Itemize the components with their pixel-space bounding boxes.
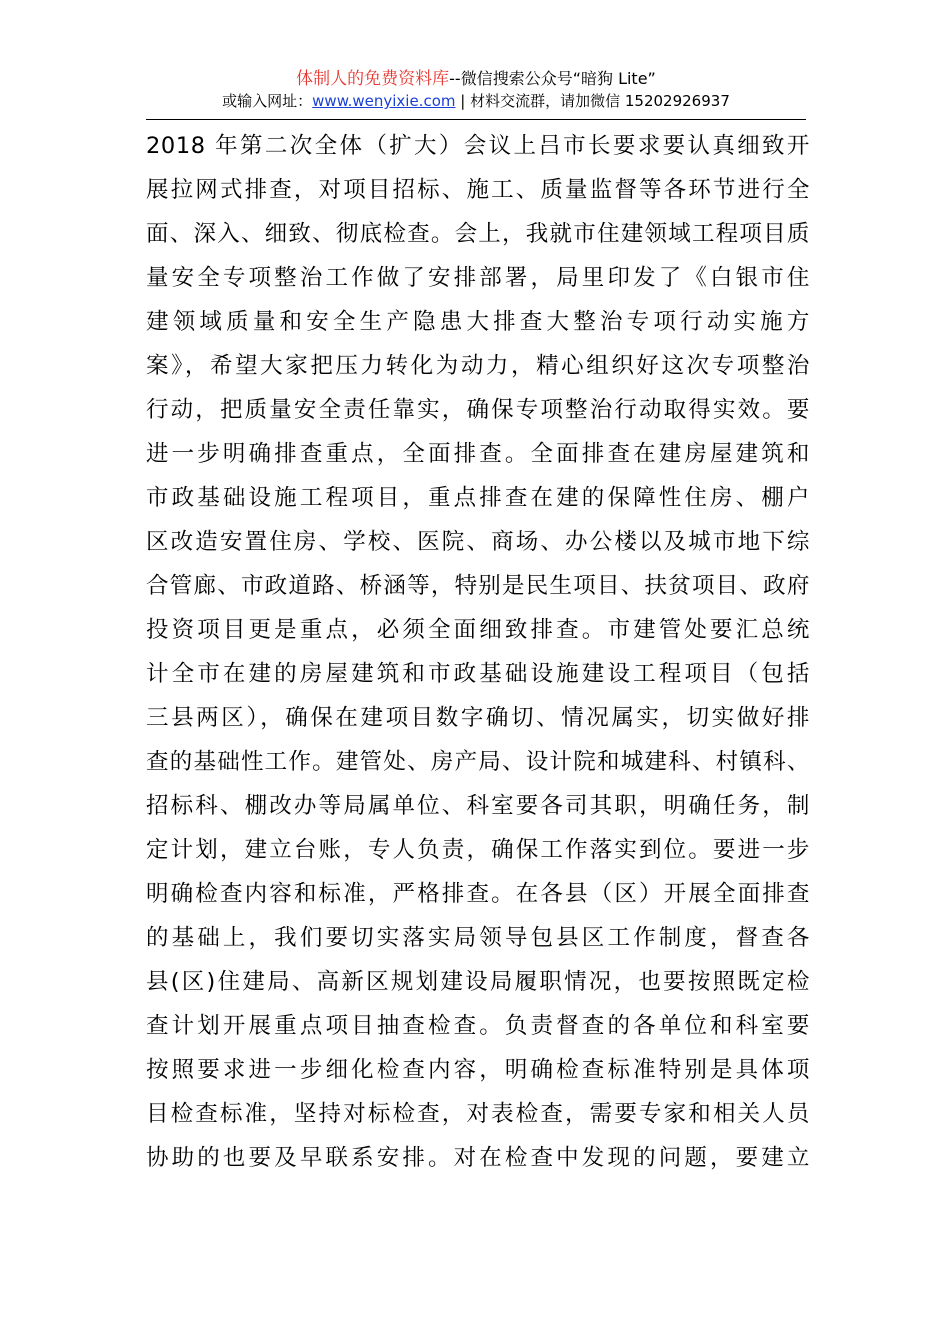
body-line: 市政基础设施工程项目，重点排查在建的保障性住房、棚户	[146, 485, 810, 511]
body-line: 计全市在建的房屋建筑和市政基础设施建设工程项目（包括	[146, 661, 810, 687]
body-line: 的基础上，我们要切实落实局领导包县区工作制度，督查各	[146, 925, 810, 951]
header-contact-line	[146, 90, 806, 112]
body-line: 定计划，建立台账，专人负责，确保工作落实到位。要进一步	[146, 837, 810, 863]
body-line: 2018 年第二次全体（扩大）会议上吕市长要求要认真细致开	[146, 133, 810, 159]
body-line: 投资项目更是重点，必须全面细致排查。市建管处要汇总统	[146, 617, 810, 643]
header-divider	[146, 119, 806, 120]
body-line: 面、深入、细致、彻底检查。会上，我就市住建领域工程项目质	[146, 221, 810, 247]
body-line: 县(区)住建局、高新区规划建设局履职情况，也要按照既定检	[146, 969, 810, 995]
header-title-line	[146, 68, 806, 90]
header-separator: |	[460, 92, 466, 110]
body-line: 量安全专项整治工作做了安排部署，局里印发了《白银市住	[146, 265, 810, 291]
body-line: 查的基础性工作。建管处、房产局、设计院和城建科、村镇科、	[146, 749, 810, 775]
body-line: 协助的也要及早联系安排。对在检查中发现的问题，要建立	[146, 1145, 810, 1171]
contact-info: 材料交流群，请加微信 15202926937	[470, 92, 730, 110]
body-line: 进一步明确排查重点，全面排查。全面排查在建房屋建筑和	[146, 441, 810, 467]
website-link[interactable]: www.wenyixie.com	[312, 92, 456, 110]
body-line: 招标科、棚改办等局属单位、科室要各司其职，明确任务，制	[146, 793, 810, 819]
body-line: 行动，把质量安全责任靠实，确保专项整治行动取得实效。要	[146, 397, 810, 423]
body-line: 案》，希望大家把压力转化为动力，精心组织好这次专项整治	[146, 353, 810, 379]
body-line: 展拉网式排查，对项目招标、施工、质量监督等各环节进行全	[146, 177, 810, 203]
body-line: 按照要求进一步细化检查内容，明确检查标准特别是具体项	[146, 1057, 810, 1083]
body-line: 三县两区），确保在建项目数字确切、情况属实，切实做好排	[146, 705, 810, 731]
document-body	[146, 124, 810, 1180]
wechat-hint: --微信搜索公众号“暗狗 Lite”	[449, 69, 656, 88]
body-line: 查计划开展重点项目抽查检查。负责督查的各单位和科室要	[146, 1013, 810, 1039]
body-line: 区改造安置住房、学校、医院、商场、办公楼以及城市地下综	[146, 529, 810, 555]
url-prefix: 或输入网址：	[222, 92, 313, 110]
body-line: 明确检查内容和标准，严格排查。在各县（区）开展全面排查	[146, 881, 810, 907]
body-line: 目检查标准，坚持对标检查，对表检查，需要专家和相关人员	[146, 1101, 810, 1127]
body-line: 建领域质量和安全生产隐患大排查大整治专项行动实施方	[146, 309, 810, 335]
page-header	[146, 68, 806, 112]
brand-name: 体制人的免费资料库	[296, 69, 450, 89]
body-line: 合管廊、市政道路、桥涵等，特别是民生项目、扶贫项目、政府	[146, 573, 810, 599]
